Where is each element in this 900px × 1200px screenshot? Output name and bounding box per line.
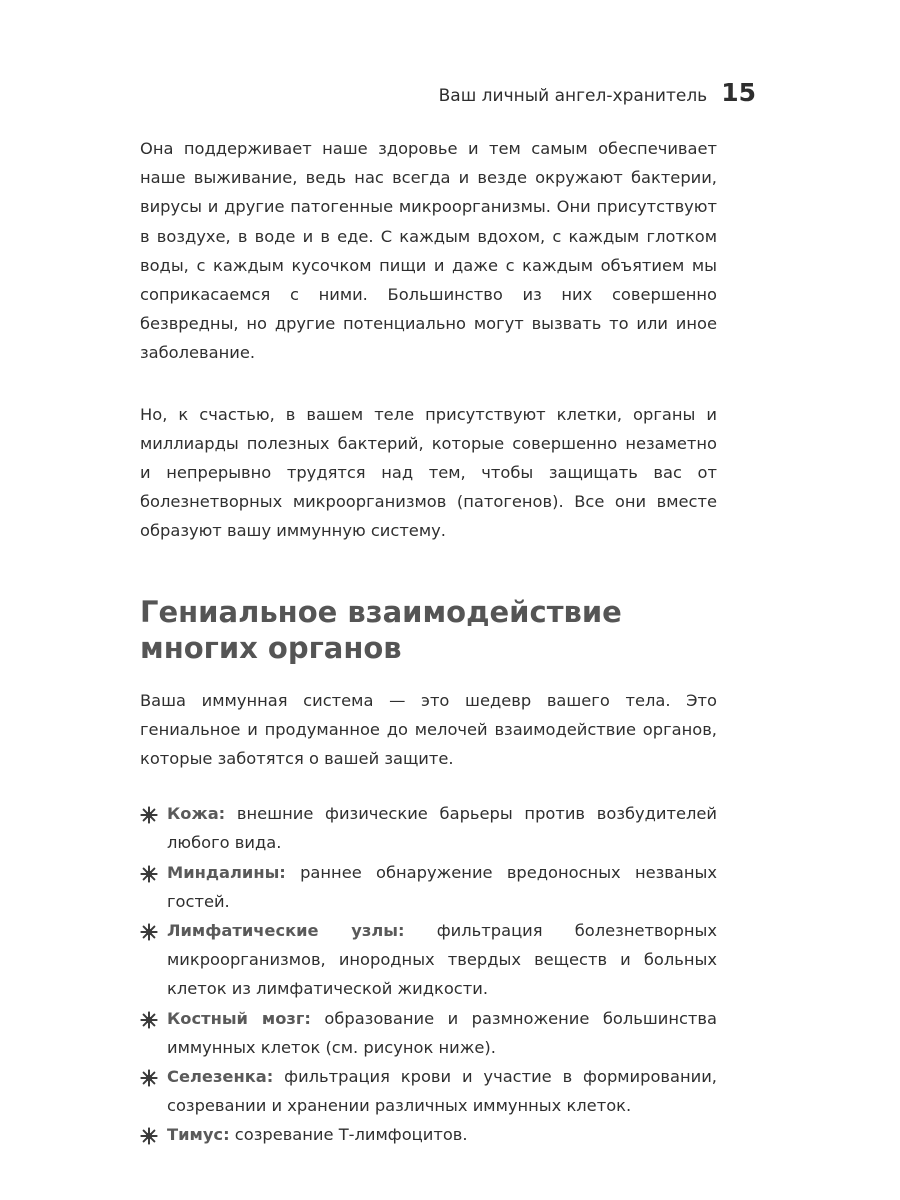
body-paragraph: Она поддерживает наше здоровье и тем самым обеспечивает наше выживание, ведь нас всегда и везде окружают бактерии, вирусы и другие патогенные микроорганизмы. Они присутствуют в воздухе, в воде и в еде. С каждым вдохом, с каждым глотком воды, с каждым кусочком пищи и даже с каждым объятием мы соприкасаемся с ними. Большинство из них совершенно безвредны, но другие потенциально могут вызвать то или иное заболевание. bbox=[140, 139, 717, 363]
sun-star-icon bbox=[140, 1069, 158, 1087]
list-item-term: Кожа: bbox=[167, 804, 226, 824]
list-item-term: Миндалины: bbox=[167, 862, 286, 882]
running-header bbox=[439, 78, 756, 107]
body-paragraph: Но, к счастью, в вашем теле присутствуют клетки, органы и миллиарды полезных бактерий, которые совершенно незаметно и непрерывно трудятся над тем, чтобы защищать вас от болезнетворных микроорганизмов (патогенов). Все они вместе образуют вашу иммунную систему. bbox=[140, 404, 717, 541]
running-title: Ваш личный ангел-хранитель bbox=[438, 86, 708, 106]
sun-star-icon bbox=[140, 865, 158, 883]
list-item bbox=[140, 799, 717, 857]
list-item-text: фильтрация болезнетворных микроорганизмов, инородных твердых веществ и больных клеток из лимфатической жидкости. bbox=[167, 921, 717, 999]
list-item-term: Селезенка: bbox=[167, 1067, 274, 1087]
list-item bbox=[140, 1120, 717, 1149]
list-item-text: созревание Т-лимфоцитов. bbox=[229, 1125, 468, 1145]
list-item bbox=[140, 858, 717, 916]
list-item-text: внешние физические барьеры против возбудителей любого вида. bbox=[167, 804, 717, 853]
list-item-term: Костный мозг: bbox=[167, 1008, 311, 1028]
section-heading-line: многих органов bbox=[140, 630, 402, 665]
section-intro: Ваша иммунная система — это шедевр вашего тела. Это гениальное и продуманное до мелочей взаимодействие органов, которые заботятся о вашей защите. bbox=[140, 690, 717, 769]
list-item-term: Лимфатические узлы: bbox=[167, 921, 405, 941]
list-item-term: Тимус: bbox=[167, 1125, 230, 1145]
page-body bbox=[140, 134, 717, 1150]
page-number: 15 bbox=[721, 78, 756, 107]
list-item-text: раннее обнаружение вредоносных незваных гостей. bbox=[167, 862, 717, 911]
sun-star-icon bbox=[140, 923, 158, 941]
organ-list bbox=[140, 799, 717, 1149]
list-item-text: образование и размножение большинства иммунных клеток (см. рисунок ниже). bbox=[167, 1008, 717, 1057]
sun-star-icon bbox=[140, 1011, 158, 1029]
sun-star-icon bbox=[140, 1127, 158, 1145]
list-item bbox=[140, 1062, 717, 1120]
section-heading bbox=[140, 594, 717, 666]
sun-star-icon bbox=[140, 806, 158, 824]
list-item-text: фильтрация крови и участие в формировании, созревании и хранении различных иммунных клеток. bbox=[167, 1067, 717, 1116]
section-heading-line: Гениальное взаимодействие bbox=[140, 594, 622, 629]
list-item bbox=[140, 916, 717, 1004]
list-item bbox=[140, 1004, 717, 1062]
